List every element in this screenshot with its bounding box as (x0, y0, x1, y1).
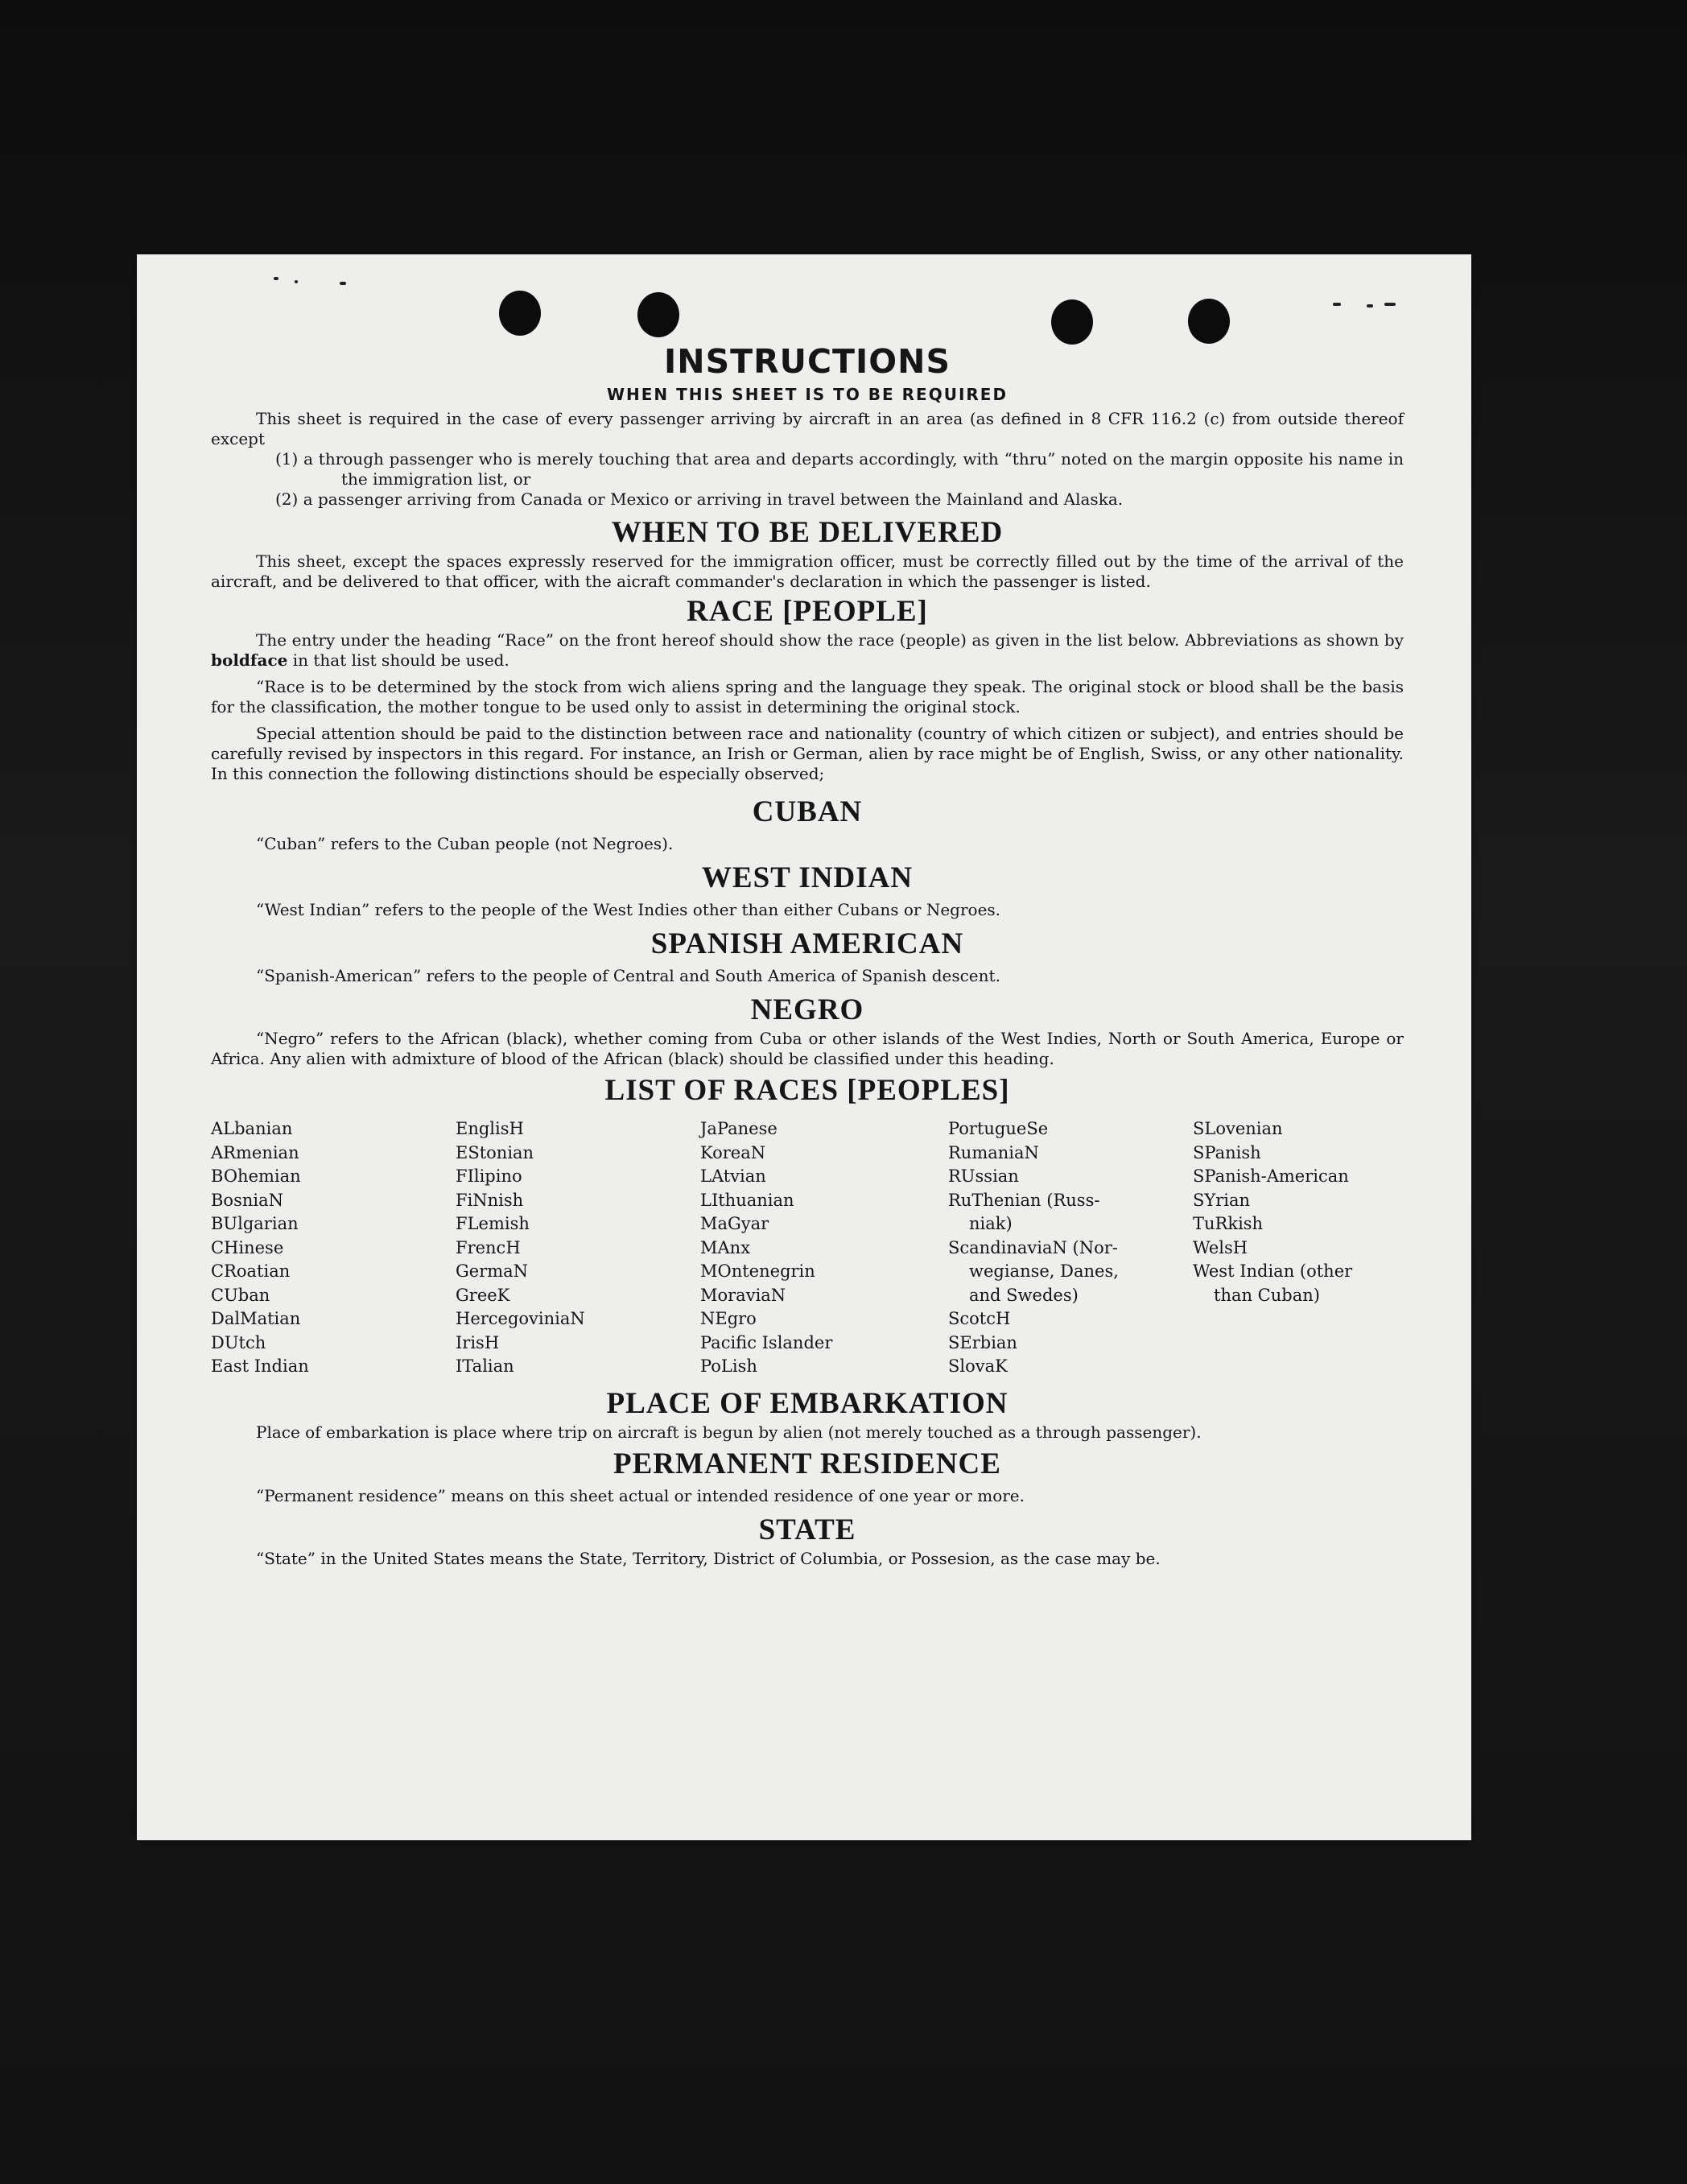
when-delivered-text: This sheet, except the spaces expressly reserved for the immigration officer, must be correctly filled out by the time of the arrival of the aircraft, and be delivered to that officer, with the aicraft commander's declaration in which the passenger is listed. (211, 551, 1404, 591)
race-item: CUban (211, 1285, 270, 1305)
race-item: CRoatian (211, 1261, 291, 1281)
races-table (211, 1117, 1404, 1379)
when-delivered-heading: WHEN TO BE DELIVERED (611, 516, 1004, 549)
race-heading: RACE [PEOPLE] (687, 595, 928, 628)
race-item: SPanish (1193, 1142, 1261, 1162)
race-item: East Indian (211, 1356, 309, 1376)
scan-mark (1333, 303, 1341, 306)
punch-hole (637, 292, 679, 337)
race-item: SPanish-American (1193, 1166, 1349, 1186)
race-item: FIlipino (456, 1166, 522, 1186)
race-item: MAnx (700, 1237, 751, 1257)
punch-hole (1188, 299, 1230, 344)
race-item: DUtch (211, 1332, 266, 1352)
punch-hole (499, 291, 541, 336)
residence-heading: PERMANENT RESIDENCE (613, 1447, 1001, 1480)
race-item: BUlgarian (211, 1214, 299, 1233)
race-item: JaPanese (700, 1119, 778, 1138)
race-item: FrencH (456, 1237, 521, 1257)
instruction-sheet (137, 254, 1471, 1840)
race-item: MoraviaN (700, 1285, 786, 1305)
boldface-term: boldface (211, 650, 288, 670)
race-item: BOhemian (211, 1166, 301, 1186)
races-column-3 (700, 1117, 948, 1379)
spanish-american-heading: SPANISH AMERICAN (650, 927, 964, 960)
when-required-intro: This sheet is required in the case of every passenger arriving by aircraft in an area (as defined in 8 CFR 116.2 (c) from outside thereof except (211, 409, 1404, 448)
race-item: HercegoviniaN (456, 1309, 585, 1328)
race-item: TuRkish (1193, 1214, 1264, 1233)
race-item: ITalian (456, 1356, 514, 1376)
race-item: GermaN (456, 1261, 529, 1281)
race-item: CHinese (211, 1237, 284, 1257)
race-item: EStonian (456, 1142, 534, 1162)
race-paragraph-2: “Race is to be determined by the stock from wich aliens spring and the language they speak. The original stock or blood shall be the basis for the classification, the mother tongue to be used only to assist in determining the original stock. (211, 677, 1404, 716)
race-item: ARmenian (211, 1142, 299, 1162)
race-item: EnglisH (456, 1119, 524, 1138)
scan-mark (274, 277, 278, 280)
scan-mark (340, 282, 346, 285)
race-item: FLemish (456, 1214, 530, 1233)
state-heading: STATE (758, 1513, 856, 1546)
race-item: LIthuanian (700, 1190, 794, 1210)
race-item: ALbanian (211, 1119, 293, 1138)
race-item: LAtvian (700, 1166, 766, 1186)
spanish-american-text: “Spanish-American” refers to the people of Central and South America of Spanish descent. (256, 966, 1000, 985)
race-paragraph-3: Special attention should be paid to the distinction between race and nationality (country of which citizen or subject), and entries should be carefully revised by inspectors in this regard. For instance, an Irish or German, alien by race might be of English, Swiss, or any other nationality. In this connection the following distinctions should be especially observed; (211, 724, 1404, 783)
races-column-5 (1193, 1117, 1404, 1379)
exception-item-1: (1) a through passenger who is merely touching that area and departs accordingly, with “thru” noted on the margin opposite his name in the immigration list, or (275, 449, 1404, 489)
negro-heading: NEGRO (750, 993, 864, 1026)
race-item: SErbian (948, 1332, 1017, 1352)
race-item: MOntenegrin (700, 1261, 815, 1281)
exception-item-2: (2) a passenger arriving from Canada or Mexico or arriving in travel between the Mainland and Alaska. (275, 489, 1124, 509)
negro-text: “Negro” refers to the African (black), whether coming from Cuba or other islands of the West Indies, North or South America, Europe or Africa. Any alien with admixture of blood of the African (black) should be classified under this heading. (211, 1029, 1404, 1068)
list-of-races-heading: LIST OF RACES [PEOPLES] (604, 1074, 1010, 1107)
race-item: RuThenian (Russ- (948, 1190, 1100, 1210)
race-item: IrisH (456, 1332, 500, 1352)
race-item: GreeK (456, 1285, 510, 1305)
races-column-2 (456, 1117, 700, 1379)
embarkation-heading: PLACE OF EMBARKATION (606, 1386, 1008, 1420)
west-indian-heading: WEST INDIAN (701, 861, 914, 894)
race-item: Pacific Islander (700, 1332, 833, 1352)
race-item: PortugueSe (948, 1119, 1049, 1138)
race-item: NEgro (700, 1309, 757, 1328)
embarkation-text: Place of embarkation is place where trip on aircraft is begun by alien (not merely touched as a through passenger). (256, 1422, 1202, 1442)
race-item: ScandinaviaN (Nor- (948, 1237, 1118, 1257)
race-item: MaGyar (700, 1214, 769, 1233)
race-item: FiNnish (456, 1190, 524, 1210)
race-item: SYrian (1193, 1190, 1251, 1210)
scan-mark (1384, 303, 1396, 306)
race-item: WelsH (1193, 1237, 1248, 1257)
race-item: West Indian (other (1193, 1261, 1353, 1281)
page-title: INSTRUCTIONS (664, 342, 951, 381)
race-item-continuation: wegianse, Danes, (969, 1261, 1119, 1281)
residence-text: “Permanent residence” means on this sheet actual or intended residence of one year or more. (256, 1485, 1025, 1505)
state-text: “State” in the United States means the State, Territory, District of Columbia, or Possesion, as the case may be. (256, 1548, 1161, 1568)
race-item-continuation: and Swedes) (969, 1285, 1079, 1305)
race-item-continuation: niak) (969, 1214, 1013, 1233)
when-required-heading: WHEN THIS SHEET IS TO BE REQUIRED (606, 385, 1008, 404)
cuban-text: “Cuban” refers to the Cuban people (not Negroes). (256, 834, 674, 853)
race-item: ScotcH (948, 1309, 1011, 1328)
scan-mark (295, 280, 298, 283)
races-column-4 (948, 1117, 1193, 1379)
punch-hole (1051, 299, 1093, 345)
race-item: RumaniaN (948, 1142, 1039, 1162)
race-item: PoLish (700, 1356, 757, 1376)
race-item: BosniaN (211, 1190, 283, 1210)
race-paragraph-1: The entry under the heading “Race” on the front hereof should show the race (people) as given in the list below. Abbreviations as shown by boldface in that list should be used. (211, 630, 1404, 670)
cuban-heading: CUBAN (752, 795, 863, 828)
west-indian-text: “West Indian” refers to the people of the West Indies other than either Cubans or Negroes. (256, 900, 1001, 919)
sheet-content (211, 341, 1404, 1569)
races-column-1 (211, 1117, 456, 1379)
race-item: RUssian (948, 1166, 1019, 1186)
race-item: KoreaN (700, 1142, 766, 1162)
scan-mark (1367, 304, 1373, 308)
race-item: SlovaK (948, 1356, 1008, 1376)
race-item-continuation: than Cuban) (1214, 1285, 1320, 1305)
race-item: DalMatian (211, 1309, 301, 1328)
race-item: SLovenian (1193, 1119, 1283, 1138)
